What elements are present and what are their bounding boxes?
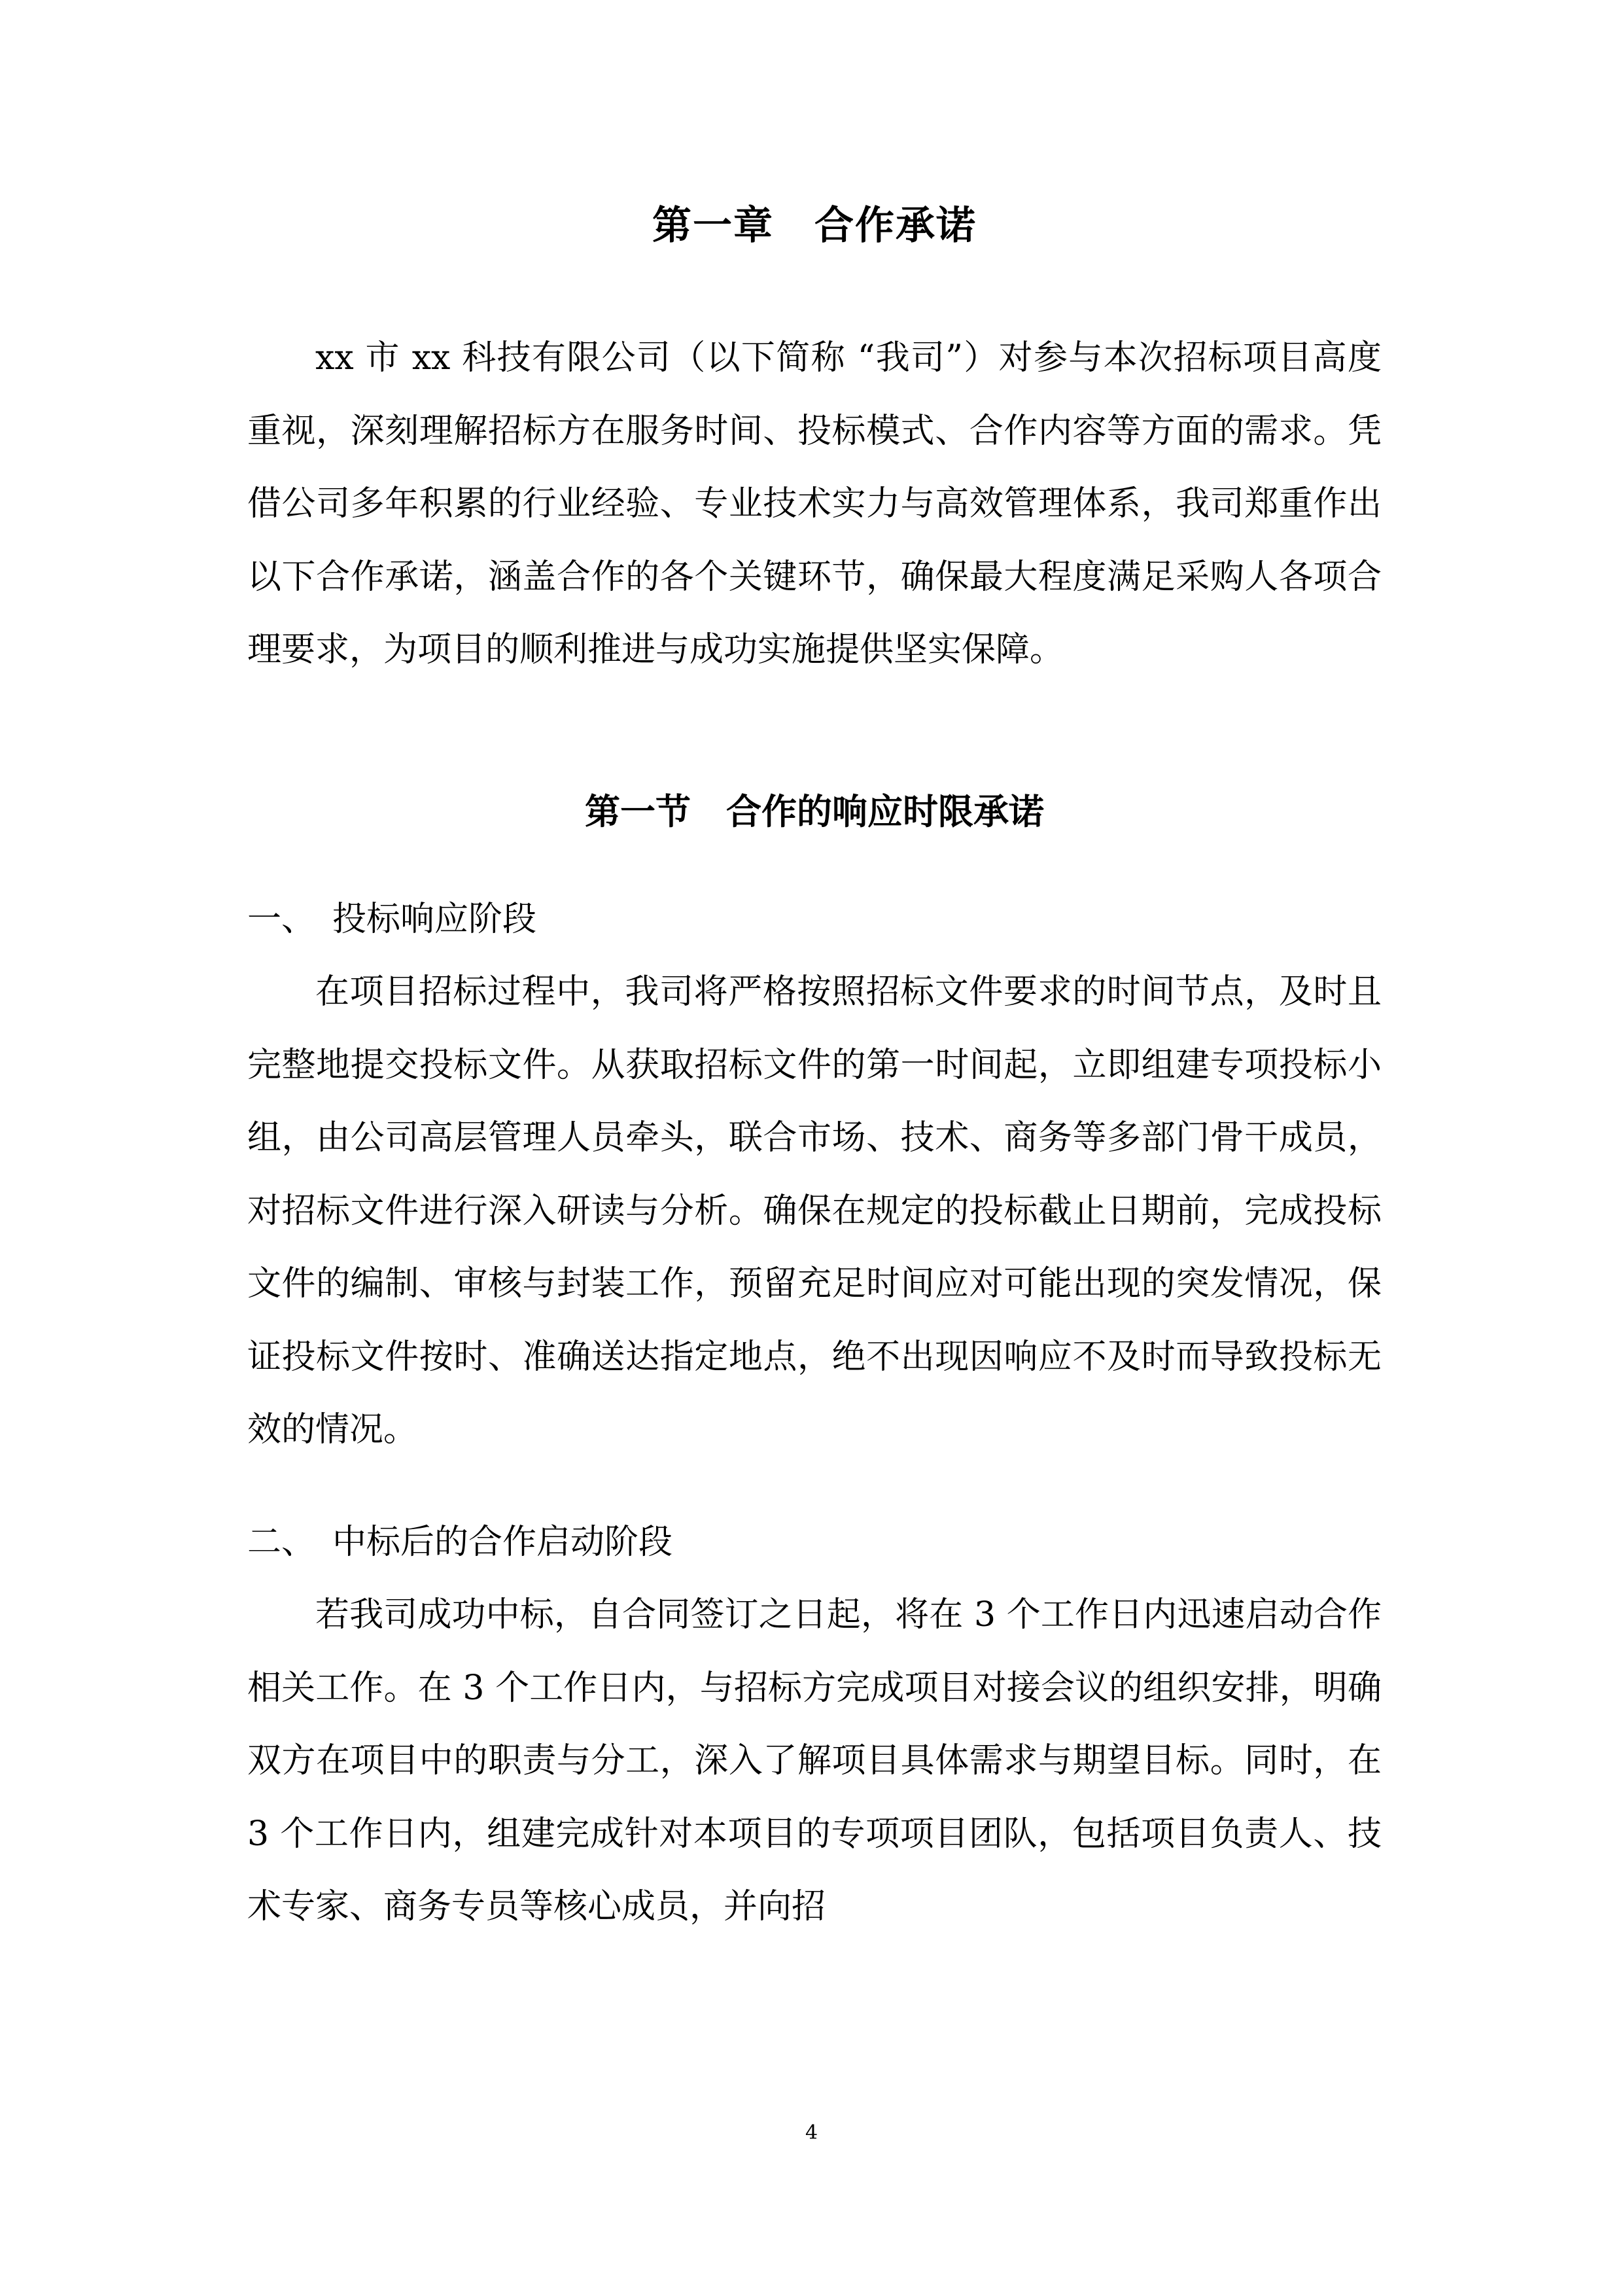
spacer (247, 687, 1382, 779)
spacer (247, 262, 1382, 322)
section-title: 第一节 合作的响应时限承诺 (585, 790, 1044, 832)
chapter-title: 第一章 合作承诺 (652, 203, 977, 249)
subheading-cooperation-start: 二、 中标后的合作启动阶段 (247, 1522, 673, 1562)
page-number: 4 (805, 2121, 818, 2144)
cooperation-start-paragraph: 若我司成功中标，自合同签订之日起，将在 3 个工作日内迅速启动合作相关工作。在 3 个工作日内，与招标方完成项目对接会议的组织安排，明确双方在项目中的职责与分工，深入了解项目具体需求与期望目标。同时，在 3 个工作日内，组建完成针对本项目的专项项目团队，包括项目负责人、技术专家、商务专员等核心成员，并向招 (247, 1595, 1382, 1926)
spacer (247, 1467, 1382, 1506)
bid-response-paragraph: 在项目招标过程中，我司将严格按照招标文件要求的时间节点，及时且完整地提交投标文件。从获取招标文件的第一时间起，立即组建专项投标小组，由公司高层管理人员牵头，联合市场、技术、商务等多部门骨干成员，对招标文件进行深入研读与分析。确保在规定的投标截止日期前，完成投标文件的编制、审核与封装工作，预留充足时间应对可能出现的突发情况，保证投标文件按时、准确送达指定地点，绝不出现因响应不及时而导致投标无效的情况。 (247, 972, 1382, 1449)
chapter-intro-paragraph: xx 市 xx 科技有限公司（以下简称 “我司”）对参与本次招标项目高度重视，深刻理解招标方在服务时间、投标模式、合作内容等方面的需求。凭借公司多年积累的行业经验、专业技术实力与高效管理体系，我司郑重作出以下合作承诺，涵盖合作的各个关键环节，确保最大程度满足采购人各项合理要求，为项目的顺利推进与成功实施提供坚实保障。 (247, 338, 1382, 669)
page-content (247, 190, 1382, 1944)
spacer (247, 844, 1382, 883)
subheading-bid-response: 一、 投标响应阶段 (247, 899, 537, 939)
